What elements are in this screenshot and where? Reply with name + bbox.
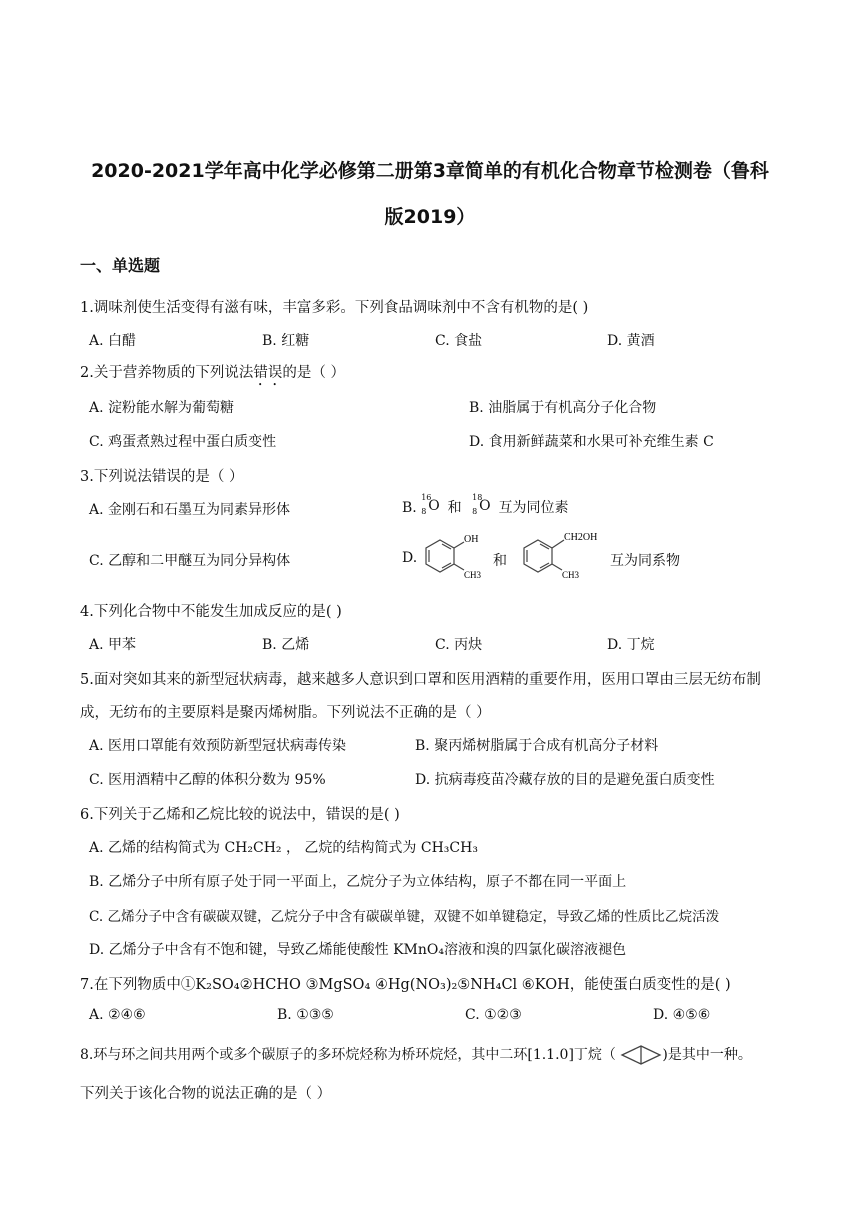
- exam-title-line1: 2020-2021学年高中化学必修第二册第3章简单的有机化合物章节检测卷（鲁科: [91, 160, 769, 182]
- question-1-option-b: B. 红糖: [262, 333, 310, 349]
- question-2-option-d: D. 食用新鲜蔬菜和水果可补充维生素 C: [469, 434, 714, 450]
- isotope-2-element: O: [479, 498, 491, 514]
- bicyclobutane-structure: [620, 1044, 662, 1066]
- isotope-1-mass: 16: [421, 493, 432, 502]
- question-1-option-d: D. 黄酒: [607, 333, 655, 349]
- question-3-option-d-label: D.: [402, 550, 418, 566]
- question-3-option-a: A. 金刚石和石墨互为同素异形体: [89, 502, 291, 518]
- o-cresol-structure: [418, 530, 488, 586]
- question-5-option-a: A. 医用口罩能有效预防新型冠状病毒传染: [89, 738, 347, 754]
- section-heading: 一、单选题: [80, 256, 161, 275]
- question-3-option-d-and: 和: [493, 553, 507, 569]
- isotope-2-mass: 18: [472, 493, 483, 502]
- question-6-option-b: B. 乙烯分子中所有原子处于同一平面上，乙烷分子为立体结构，原子不都在同一平面上: [89, 874, 627, 890]
- question-1-stem: 1.调味剂使生活变得有滋有味，丰富多彩。下列食品调味剂中不含有机物的是( ): [80, 300, 589, 316]
- question-3-option-b: [402, 493, 569, 517]
- question-6-option-d: D. 乙烯分子中含有不饱和键，导致乙烯能使酸性 KMnO₄溶液和溴的四氯化碳溶液褪色: [89, 942, 626, 958]
- question-6-option-c: C. 乙烯分子中含有碳碳双键，乙烷分子中含有碳碳单键，双键不如单键稳定，导致乙烯的性质比乙烷活泼: [89, 909, 720, 925]
- question-4-option-d: D. 丁烷: [607, 637, 655, 653]
- option-b-text: 互为同位素: [498, 500, 569, 516]
- question-2-stem-pre: 2.关于营养物质的下列说法: [80, 365, 254, 381]
- isotope-2-z: 8: [472, 507, 478, 516]
- question-7-stem: 7.在下列物质中①K₂SO₄②HCHO ③MgSO₄ ④Hg(NO₃)₂⑤NH₄Cl ⑥KOH，能使蛋白质变性的是( ): [80, 977, 731, 993]
- question-4-option-a: A. 甲苯: [89, 637, 137, 653]
- question-3-option-d-text: 互为同系物: [610, 553, 680, 569]
- mol1-oh-label: OH: [464, 534, 479, 545]
- question-2-stem-post: 的是（ ）: [282, 365, 345, 381]
- option-b-and: 和: [447, 500, 462, 516]
- option-b-label: B.: [402, 500, 417, 516]
- question-7-option-c: C. ①②③: [465, 1007, 522, 1023]
- question-4-option-b: B. 乙烯: [262, 637, 310, 653]
- question-8-stem-pre: 8.环与环之间共用两个或多个碳原子的多环烷烃称为桥环烷烃，其中二环[1.1.0]丁烷（: [80, 1047, 616, 1063]
- question-7-option-b: B. ①③⑤: [277, 1007, 334, 1023]
- question-5-option-c: C. 医用酒精中乙醇的体积分数为 95%: [89, 772, 326, 788]
- question-5-option-b: B. 聚丙烯树脂属于合成有机高分子材料: [415, 738, 659, 754]
- question-3-option-c: C. 乙醇和二甲醚互为同分异构体: [89, 553, 291, 569]
- question-5-option-d: D. 抗病毒疫苗冷藏存放的目的是避免蛋白质变性: [415, 772, 715, 788]
- question-2-option-b: B. 油脂属于有机高分子化合物: [469, 400, 657, 416]
- question-1-option-c: C. 食盐: [435, 333, 483, 349]
- mol2-ch3-label: CH3: [562, 570, 580, 580]
- question-8-stem-post: )是其中一种。: [662, 1047, 752, 1063]
- isotope-o18: [472, 493, 494, 517]
- methylbenzyl-alcohol-structure: [516, 528, 608, 588]
- question-8-stem-line2: 下列关于该化合物的说法正确的是（ ）: [80, 1086, 332, 1102]
- question-6-stem: 6.下列关于乙烯和乙烷比较的说法中，错误的是( ): [80, 807, 400, 823]
- exam-title-line2: 版2019）: [384, 206, 476, 228]
- question-7-option-d: D. ④⑤⑥: [653, 1007, 711, 1023]
- question-7-option-a: A. ②④⑥: [89, 1007, 146, 1023]
- question-6-option-a: A. 乙烯的结构简式为 CH₂CH₂ ， 乙烷的结构简式为 CH₃CH₃: [89, 840, 478, 856]
- question-8-stem-line1: [80, 1044, 752, 1066]
- isotope-1-element: O: [428, 498, 440, 514]
- question-3-stem: 3.下列说法错误的是（ ）: [80, 469, 244, 485]
- question-2-option-a: A. 淀粉能水解为葡萄糖: [89, 400, 235, 416]
- question-2-stem: [80, 361, 345, 389]
- question-5-stem-line1: 5.面对突如其来的新型冠状病毒，越来越多人意识到口罩和医用酒精的重要作用，医用口罩由三层无纺布制: [80, 672, 761, 688]
- isotope-o16: [421, 493, 443, 517]
- question-2-option-c: C. 鸡蛋煮熟过程中蛋白质变性: [89, 434, 277, 450]
- mol1-ch3-label: CH3: [464, 570, 482, 580]
- question-4-option-c: C. 丙炔: [435, 637, 483, 653]
- isotope-1-z: 8: [421, 507, 427, 516]
- mol2-ch2oh-label: CH2OH: [564, 532, 598, 543]
- question-1-option-a: A. 白醋: [89, 333, 137, 349]
- question-5-stem-line2: 成，无纺布的主要原料是聚丙烯树脂。下列说法不正确的是（ ）: [80, 705, 491, 721]
- question-4-stem: 4.下列化合物中不能发生加成反应的是( ): [80, 604, 342, 620]
- question-2-stem-emphasis: 错误: [253, 365, 283, 381]
